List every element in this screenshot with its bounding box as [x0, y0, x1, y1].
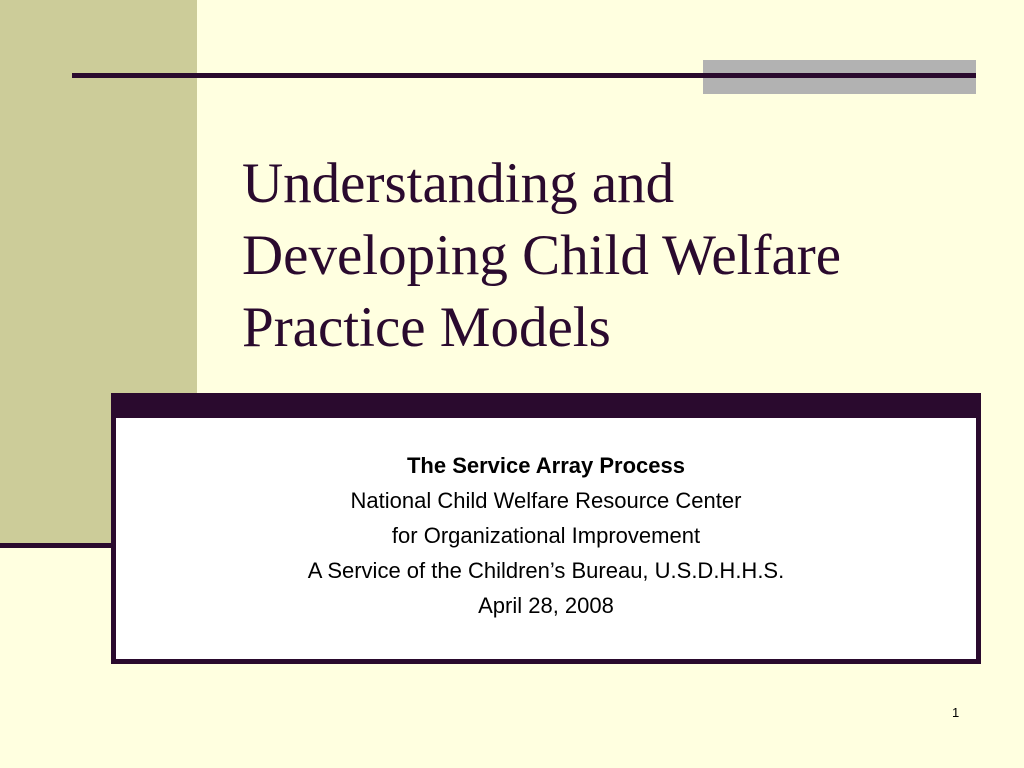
subtitle-box	[111, 393, 981, 664]
slide-number: 1	[952, 705, 960, 720]
side-divider	[0, 543, 112, 548]
subtitle-heading: The Service Array Process	[406, 453, 686, 478]
title-line-3: Practice Models	[242, 296, 611, 359]
subtitle-line-2: for Organizational Improvement	[391, 523, 701, 548]
title-line-1: Understanding and	[242, 152, 675, 215]
subtitle-content	[116, 418, 976, 659]
subtitle-date: April 28, 2008	[478, 593, 614, 618]
gray-accent-bar	[703, 60, 976, 94]
subtitle-line-3: A Service of the Children’s Bureau, U.S.D.H.H.S.	[307, 558, 785, 583]
title-line-2: Developing Child Welfare	[242, 224, 842, 287]
subtitle-line-1: National Child Welfare Resource Center	[350, 488, 742, 513]
slide-title	[242, 148, 962, 364]
